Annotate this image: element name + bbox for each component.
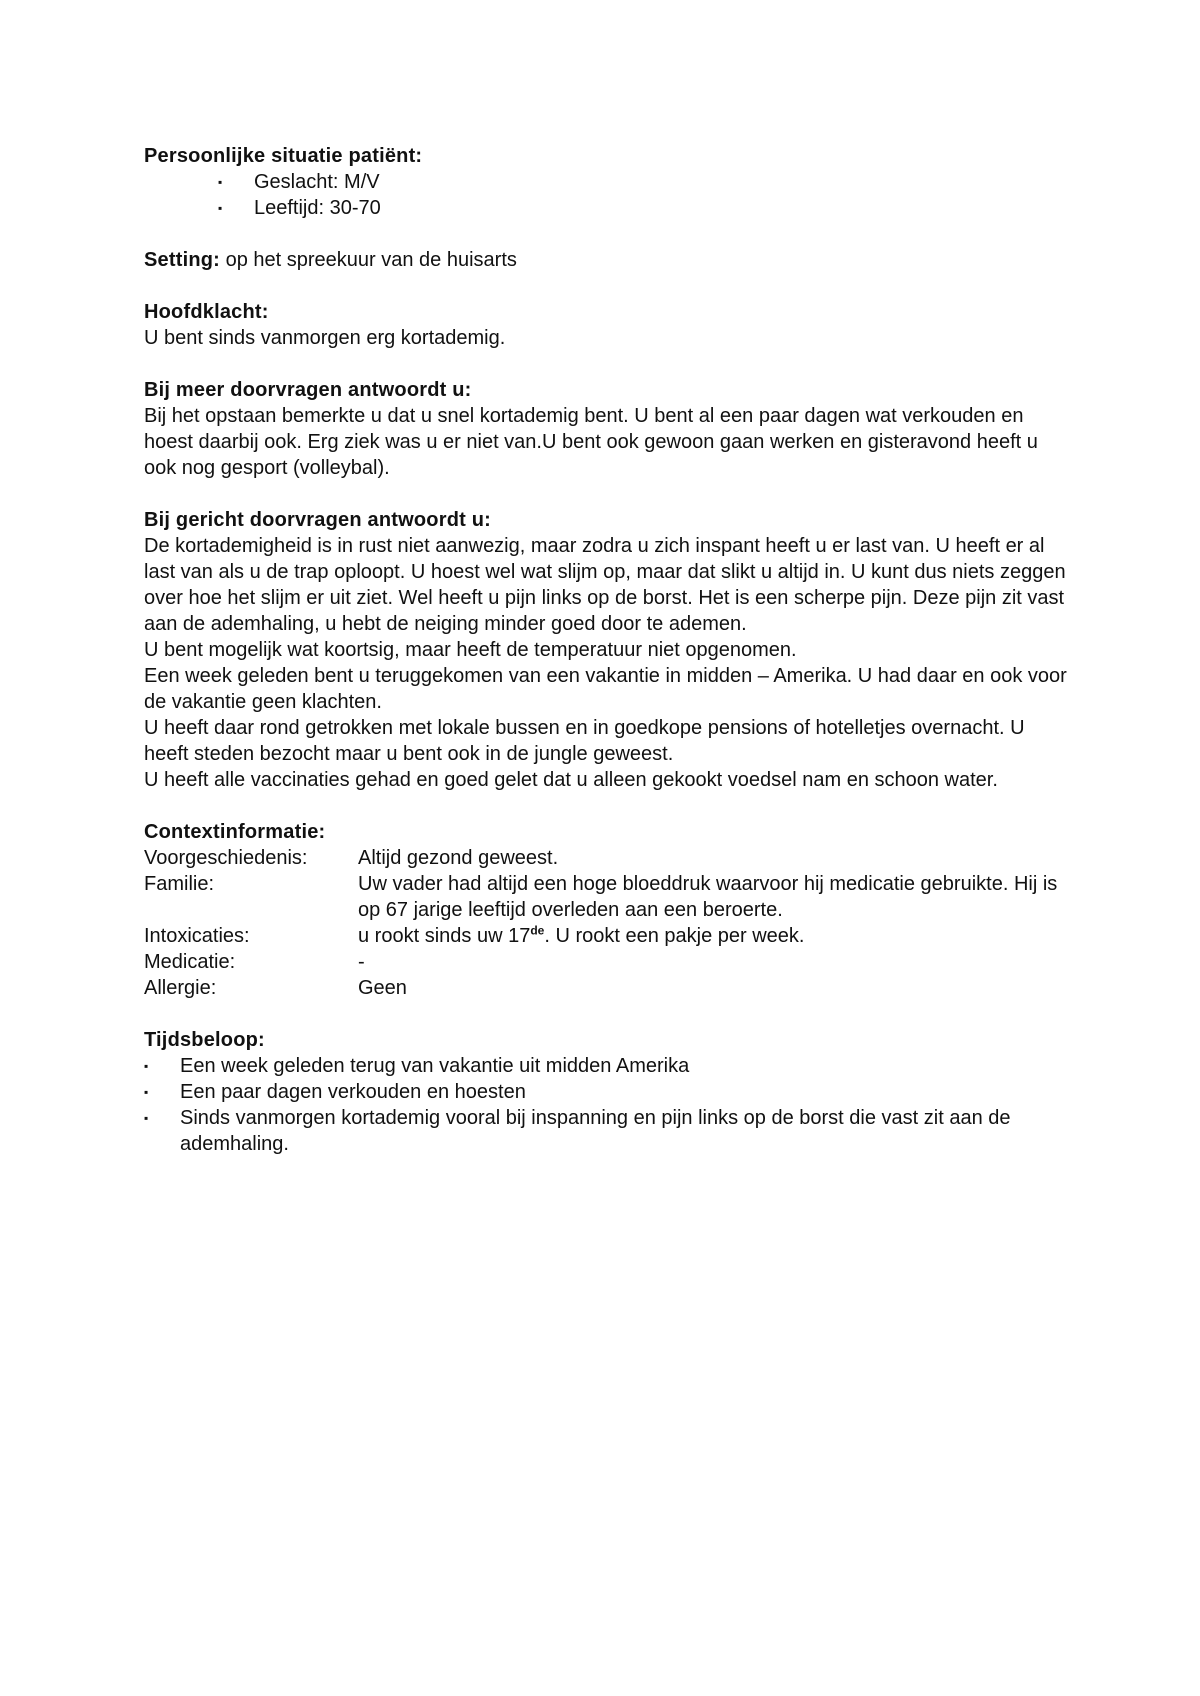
context-label: Medicatie: (144, 951, 236, 973)
list-item (144, 1053, 1074, 1079)
list-item (144, 169, 1074, 195)
bullet-icon: ▪ (218, 175, 223, 189)
bullet-icon: ▪ (144, 1059, 149, 1073)
context-label: Allergie: (144, 977, 217, 999)
context-value-sup: de (530, 923, 545, 938)
section-hoofdklacht (144, 299, 1074, 351)
context-value-post: . U rookt een pakje per week. (544, 925, 805, 947)
table-row (144, 975, 1058, 1001)
heading-gericht-doorvragen: Bij gericht doorvragen antwoordt u: (144, 509, 492, 531)
setting-label: Setting: (144, 249, 221, 271)
bullet-icon: ▪ (144, 1085, 149, 1099)
bullet-icon: ▪ (144, 1111, 149, 1125)
gericht-paragraph: U bent mogelijk wat koortsig, maar heeft de temperatuur niet opgenomen. (144, 639, 797, 661)
persoonlijk-list (144, 169, 1074, 221)
table-row (144, 949, 1058, 975)
bullet-icon: ▪ (218, 201, 223, 215)
hoofdklacht-text: U bent sinds vanmorgen erg kortademig. (144, 327, 506, 349)
heading-tijdsbeloop: Tijdsbeloop: (144, 1029, 265, 1051)
table-row (144, 923, 1058, 949)
tijdsbeloop-list (144, 1053, 1074, 1157)
list-item-text: Leeftijd: 30-70 (254, 197, 381, 219)
heading-meer-doorvragen: Bij meer doorvragen antwoordt u: (144, 379, 472, 401)
heading-hoofdklacht: Hoofdklacht: (144, 301, 269, 323)
list-item-text: Sinds vanmorgen kortademig vooral bij inspanning en pijn links op de borst die vast zit aan de ademhaling. (180, 1107, 1011, 1155)
setting-text: op het spreekuur van de huisarts (220, 249, 517, 271)
list-item (144, 1079, 1074, 1105)
table-row (144, 871, 1058, 923)
gericht-paragraph: De kortademigheid is in rust niet aanwezig, maar zodra u zich inspant heeft u er last van. U heeft er al last van als u de trap oploopt. U hoest wel wat slijm op, maar dat slikt u altijd in. U kunt dus niets zeggen over hoe het slijm er uit ziet. Wel heeft u pijn links op de borst. Het is een scherpe pijn. Deze pijn zit vast aan de ademhaling, u hebt de neiging minder goed door te ademen. (144, 535, 1066, 635)
context-value-pre: u rookt sinds uw 17 (358, 925, 531, 947)
heading-contextinformatie: Contextinformatie: (144, 821, 326, 843)
context-value: Geen (358, 977, 407, 999)
context-table (144, 845, 1058, 1001)
context-value: - (358, 951, 365, 973)
list-item (144, 1105, 1074, 1157)
context-label: Voorgeschiedenis: (144, 847, 308, 869)
meer-doorvragen-text: Bij het opstaan bemerkte u dat u snel kortademig bent. U bent al een paar dagen wat verkouden en hoest daarbij ook. Erg ziek was u er niet van.U bent ook gewoon gaan werken en gisteravond heeft u ook nog gesport (volleybal). (144, 405, 1038, 479)
context-value: Uw vader had altijd een hoge bloeddruk waarvoor hij medicatie gebruikte. Hij is op 67 jarige leeftijd overleden aan een beroerte. (358, 873, 1058, 921)
section-meer-doorvragen (144, 377, 1074, 481)
list-item-text: Geslacht: M/V (254, 171, 380, 193)
context-label: Familie: (144, 873, 215, 895)
gericht-paragraph: U heeft daar rond getrokken met lokale bussen en in goedkope pensions of hotelletjes overnacht. U heeft steden bezocht maar u bent ook in de jungle geweest. (144, 717, 1025, 765)
document-page (144, 143, 1074, 1183)
section-tijdsbeloop (144, 1027, 1074, 1157)
context-value (358, 923, 1058, 949)
section-setting (144, 247, 1074, 273)
section-persoonlijke-situatie (144, 143, 1074, 221)
context-label: Intoxicaties: (144, 925, 250, 947)
list-item-text: Een week geleden terug van vakantie uit midden Amerika (180, 1055, 690, 1077)
gericht-paragraph: U heeft alle vaccinaties gehad en goed gelet dat u alleen gekookt voedsel nam en schoon water. (144, 769, 998, 791)
context-value: Altijd gezond geweest. (358, 847, 559, 869)
list-item (144, 195, 1074, 221)
list-item-text: Een paar dagen verkouden en hoesten (180, 1081, 526, 1103)
heading-persoonlijke-situatie: Persoonlijke situatie patiënt: (144, 145, 423, 167)
section-contextinformatie (144, 819, 1074, 1001)
section-gericht-doorvragen (144, 507, 1074, 793)
gericht-paragraph: Een week geleden bent u teruggekomen van een vakantie in midden – Amerika. U had daar en ook voor de vakantie geen klachten. (144, 665, 1067, 713)
table-row (144, 845, 1058, 871)
